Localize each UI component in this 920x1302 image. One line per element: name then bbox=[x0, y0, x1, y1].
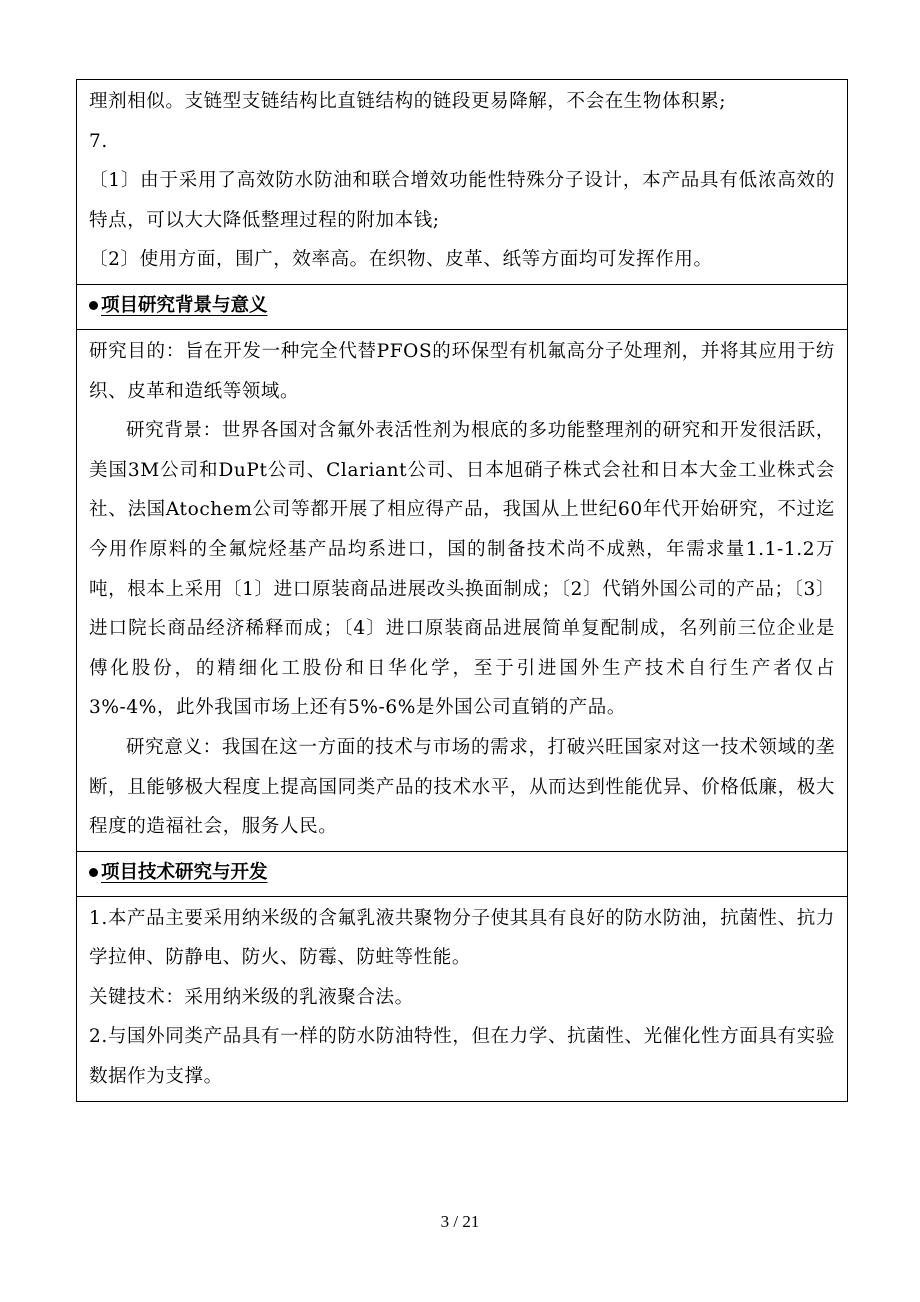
section-heading bbox=[89, 287, 835, 325]
tech-section-title-cell bbox=[77, 852, 847, 897]
tech-item-2: 2.与国外同类产品具有一样的防水防油特性，但在力学、抗菌性、光催化性方面具有实验数据作为支撑。 bbox=[89, 1026, 835, 1088]
research-purpose: 研究目的：旨在开发一种完全代替PFOS的环保型有机氟高分子处理剂，并将其应用于纺织、皮革和造纸等领域。 bbox=[89, 340, 835, 402]
background-section-body bbox=[77, 330, 847, 852]
tech-item-1: 1.本产品主要采用纳米级的含氟乳液共聚物分子使其具有良好的防水防油，抗菌性、抗力学拉伸、防静电、防火、防霉、防蛀等性能。 bbox=[89, 907, 835, 969]
paragraph: 〔2〕使用方面，围广，效率高。在织物、皮革、纸等方面均可发挥作用。 bbox=[89, 249, 713, 271]
section-heading bbox=[89, 854, 835, 892]
paragraph: 7. bbox=[89, 130, 108, 152]
section-title-tech: 项目技术研究与开发 bbox=[101, 861, 268, 883]
document-table bbox=[76, 79, 848, 1102]
page-number: 3 / 21 bbox=[440, 1212, 480, 1231]
research-background: 研究背景：世界各国对含氟外表活性剂为根底的多功能整理剂的研究和开发很活跃，美国3M公司和DuPt公司、Clariant公司、日本旭硝子株式会社和日本大金工业株式会社、法国Atochem公司等都开展了相应得产品，我国从上世纪60年代开始研究，不过迄今用作原料的全氟烷烃基产品均系进口，国的制备技术尚不成熟，年需求量1.1-1.2万吨，根本上采用〔1〕进口原装商品进展改头换面制成；〔2〕代销外国公司的产品；〔3〕进口院长商品经济稀释而成；〔4〕进口原装商品进展简单复配制成，名列前三位企业是傅化股份，的精细化工股份和日华化学，至于引进国外生产技术自行生产者仅占3%-4%，此外我国市场上还有5%-6%是外国公司直销的产品。 bbox=[89, 420, 835, 719]
tech-section-body bbox=[77, 897, 847, 1101]
bullet-icon bbox=[89, 868, 98, 877]
paragraph: 理剂相似。支链型支链结构比直链结构的链段更易降解，不会在生物体积累; bbox=[89, 91, 727, 112]
paragraph: 〔1〕由于采用了高效防水防油和联合增效功能性特殊分子设计，本产品具有低浓高效的特点，可以大大降低整理过程的附加本钱; bbox=[89, 170, 835, 231]
background-section-title-cell bbox=[77, 285, 847, 330]
section-title-background: 项目研究背景与意义 bbox=[101, 294, 268, 316]
features-cell bbox=[77, 80, 847, 285]
bullet-icon bbox=[89, 301, 98, 310]
research-significance: 研究意义：我国在这一方面的技术与市场的需求，打破兴旺国家对这一技术领域的垄断，且能够极大程度上提高国同类产品的技术水平，从而达到性能优异、价格低廉，极大程度的造福社会，服务人民。 bbox=[89, 736, 835, 838]
key-technology: 关键技术：采用纳米级的乳液聚合法。 bbox=[89, 986, 414, 1008]
